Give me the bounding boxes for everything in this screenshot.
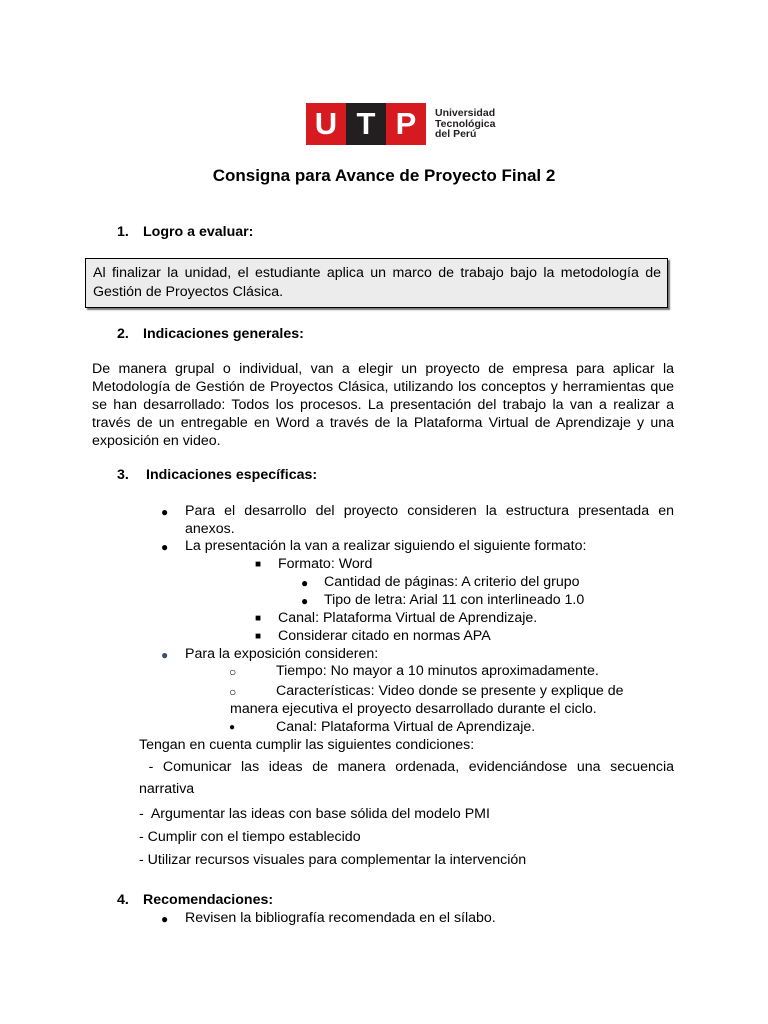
item-caracteristicas-cont: manera ejecutiva el proyecto desarrollado durante el ciclo. <box>230 701 597 717</box>
paragraph-line: Metodología de Gestión de Proyectos Clásica, utilizando los conceptos y herramientas que <box>92 379 674 395</box>
indicaciones-generales-paragraph <box>92 360 674 450</box>
document-title: Consigna para Avance de Proyecto Final 2 <box>212 166 556 185</box>
logo-university-name <box>435 108 495 140</box>
utp-logo <box>306 103 495 145</box>
condiciones-intro: Tengan en cuenta cumplir las siguientes condiciones: <box>139 737 475 753</box>
section-2-heading <box>117 326 304 342</box>
logro-line: Al finalizar la unidad, el estudiante aplica un marco de trabajo bajo la metodología de <box>93 265 661 281</box>
logo-letter-t: T <box>346 103 386 145</box>
bullet-dot-icon: ● <box>161 648 169 662</box>
logo-letter-u: U <box>306 103 346 145</box>
logo-text-line: del Perú <box>435 128 477 141</box>
condicion-tiempo: - Cumplir con el tiempo establecido <box>139 829 361 845</box>
paragraph-line: través de un entregable en Word a través de la Plataforma Virtual de Aprendizaje y una <box>92 415 674 431</box>
item-citado-apa: Considerar citado en normas APA <box>278 628 491 644</box>
item-canal-exposicion: Canal: Plataforma Virtual de Aprendizaje. <box>276 719 536 735</box>
condicion-argumentar: - Argumentar las ideas con base sólida del modelo PMI <box>139 806 490 822</box>
bullet-dot-icon: ● <box>161 540 169 554</box>
bullet-estructura <box>185 502 674 538</box>
bullet-dot-icon: ● <box>301 576 309 590</box>
section-heading-text: Logro a evaluar: <box>143 224 254 240</box>
bullet-bibliografia: Revisen la bibliografía recomendada en el sílabo. <box>185 910 496 926</box>
item-tipo-letra: Tipo de letra: Arial 11 con interlineado 1.0 <box>324 592 585 608</box>
square-bullet-icon: ■ <box>255 631 262 642</box>
paragraph-line: se han desarrollado: Todos los procesos. La presentación del trabajo la van a realizar a <box>92 397 674 413</box>
section-number: 2. <box>117 326 129 342</box>
section-3-heading <box>117 467 317 483</box>
section-1-heading <box>117 224 253 240</box>
paragraph-line: exposición en video. <box>92 433 221 449</box>
section-heading-text: Indicaciones específicas: <box>146 467 318 483</box>
item-canal: Canal: Plataforma Virtual de Aprendizaje. <box>278 610 538 626</box>
condicion-comunicar <box>139 758 674 798</box>
utp-logo-mark <box>306 103 426 145</box>
section-4-heading <box>117 892 273 908</box>
logo-text-line: Tecnológica <box>435 117 496 130</box>
bullet-exposicion: Para la exposición consideren: <box>185 646 379 662</box>
bullet-formato-intro: La presentación la van a realizar siguiendo el siguiente formato: <box>185 538 587 554</box>
bullet-dot-icon: ● <box>301 594 309 608</box>
circle-bullet-icon: ○ <box>229 665 237 679</box>
section-number: 3. <box>117 467 129 483</box>
condicion-recursos: - Utilizar recursos visuales para complementar la intervención <box>139 852 527 868</box>
bullet-dot-icon: ● <box>229 722 236 733</box>
logro-box <box>85 258 668 308</box>
bullet-dot-icon: ● <box>161 505 169 519</box>
circle-bullet-icon: ○ <box>229 685 237 699</box>
condition-line: narrativa <box>139 781 195 797</box>
item-cantidad-paginas: Cantidad de páginas: A criterio del grupo <box>324 574 580 590</box>
square-bullet-icon: ■ <box>255 559 262 570</box>
section-number: 1. <box>117 224 129 240</box>
item-formato-word: Formato: Word <box>278 556 373 572</box>
logo-text-line: Universidad <box>435 107 496 120</box>
item-caracteristicas: Características: Video donde se presente y explique de <box>276 683 624 699</box>
square-bullet-icon: ■ <box>255 613 262 624</box>
section-heading-text: Indicaciones generales: <box>143 326 304 342</box>
bullet-line: anexos. <box>185 521 235 537</box>
logro-line: Gestión de Proyectos Clásica. <box>93 284 284 300</box>
section-heading-text: Recomendaciones: <box>143 892 274 908</box>
bullet-line: Para el desarrollo del proyecto consideren la estructura presentada en <box>185 503 674 519</box>
paragraph-line: De manera grupal o individual, van a elegir un proyecto de empresa para aplicar la <box>92 361 674 377</box>
logo-letter-p: P <box>386 103 426 145</box>
condition-line: - Comunicar las ideas de manera ordenada, evidenciándose una secuencia <box>139 759 674 775</box>
item-tiempo: Tiempo: No mayor a 10 minutos aproximadamente. <box>276 663 599 679</box>
bullet-dot-icon: ● <box>161 912 169 926</box>
section-number: 4. <box>117 892 129 908</box>
logro-text <box>86 259 667 302</box>
